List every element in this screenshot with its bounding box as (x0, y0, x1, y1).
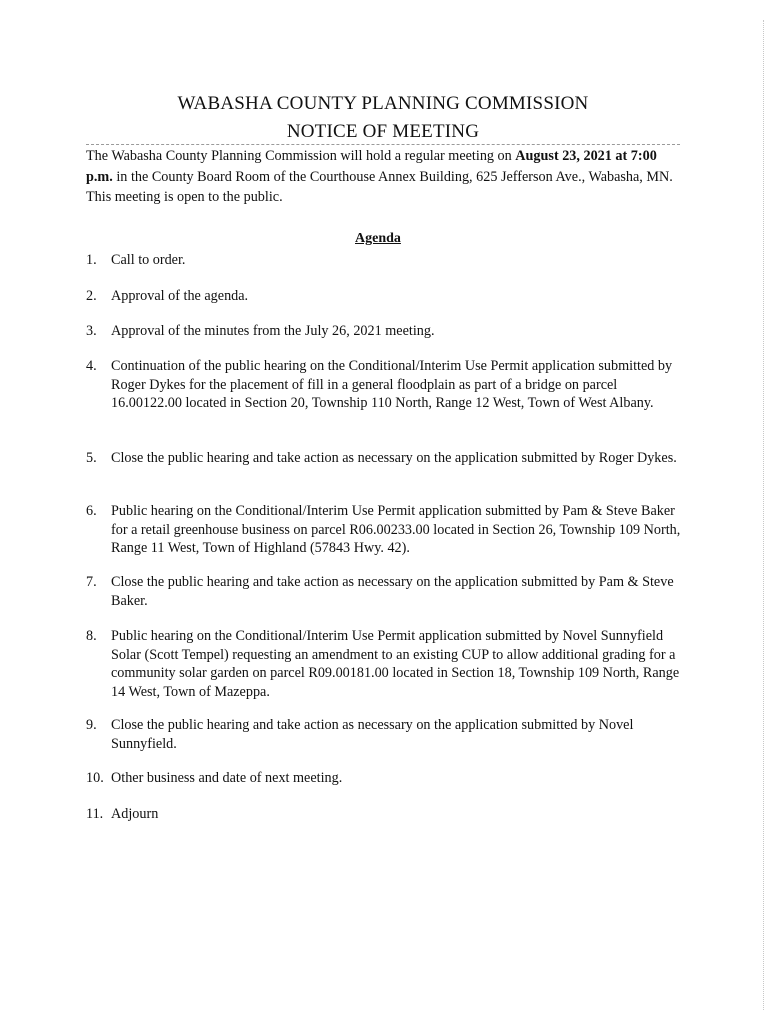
agenda-item-number: 4. (86, 358, 97, 374)
agenda-item-text: Continuation of the public hearing on the Conditional/Interim Use Permit application submitted by Roger Dykes for the placement of fill in a general floodplain as part of a bridge on parcel 16.00122.00 located in Section 20, Township 110 North, Range 12 West, Town of West Albany. (111, 358, 673, 411)
agenda-item-1 (86, 251, 686, 270)
intro-text-start: The Wabasha County Planning Commission will hold a regular meeting on (86, 148, 516, 164)
agenda-item-text: Close the public hearing and take action as necessary on the application submitted by Roger Dykes. (111, 450, 677, 466)
agenda-item-number: 9. (86, 717, 97, 733)
title-notice: NOTICE OF MEETING (286, 121, 480, 142)
agenda-item-11 (86, 805, 686, 824)
document-title (86, 90, 680, 146)
agenda-item-number: 10. (86, 770, 104, 786)
agenda-item-number: 7. (86, 574, 97, 590)
agenda-item-10 (86, 769, 686, 788)
agenda-item-text: Other business and date of next meeting. (111, 770, 343, 786)
agenda-item-text: Approval of the minutes from the July 26, 2021 meeting. (111, 323, 435, 339)
title-commission: WABASHA COUNTY PLANNING COMMISSION (177, 93, 589, 114)
agenda-item-2 (86, 287, 686, 306)
agenda-item-text: Public hearing on the Conditional/Interim Use Permit application submitted by Novel Sunnyfield Solar (Scott Tempel) requesting an amendment to an existing CUP to allow additional grading for a community solar garden on parcel R09.00181.00 located in Section 18, Township 109 North, Range 14 West, Town of Mazeppa. (111, 628, 680, 700)
agenda-heading: Agenda (355, 231, 401, 246)
meeting-intro-paragraph (86, 146, 686, 208)
title-divider (86, 144, 680, 145)
agenda-item-text: Adjourn (111, 806, 159, 822)
agenda-item-number: 2. (86, 288, 97, 304)
meeting-date-time: August 23, 2021 at 7:00 p.m. (86, 148, 657, 185)
agenda-item-number: 8. (86, 628, 97, 644)
agenda-item-number: 3. (86, 323, 97, 339)
agenda-item-number: 1. (86, 252, 97, 268)
agenda-item-7 (86, 573, 686, 610)
agenda-item-text: Call to order. (111, 252, 186, 268)
agenda-item-number: 6. (86, 503, 97, 519)
agenda-item-9 (86, 716, 686, 753)
agenda-item-text: Approval of the agenda. (111, 288, 249, 304)
agenda-item-text: Close the public hearing and take action as necessary on the application submitted by Novel Sunnyfield. (111, 717, 634, 752)
agenda-item-6 (86, 502, 686, 558)
agenda-item-3 (86, 322, 686, 341)
agenda-item-5 (86, 449, 686, 468)
agenda-item-number: 11. (86, 806, 104, 822)
intro-text-end: in the County Board Room of the Courthouse Annex Building, 625 Jefferson Ave., Wabasha, MN. This meeting is open to the public. (86, 168, 673, 205)
agenda-item-4 (86, 357, 686, 413)
agenda-item-text: Public hearing on the Conditional/Interim Use Permit application submitted by Pam & Steve Baker for a retail greenhouse business on parcel R06.00233.00 located in Section 26, Township 109 North, Range 11 West, Town of Highland (57843 Hwy. 42). (111, 503, 681, 556)
agenda-item-text: Close the public hearing and take action as necessary on the application submitted by Pam & Steve Baker. (111, 574, 674, 609)
agenda-item-8 (86, 627, 686, 701)
scan-edge-artifact (763, 20, 766, 1010)
agenda-item-number: 5. (86, 450, 97, 466)
